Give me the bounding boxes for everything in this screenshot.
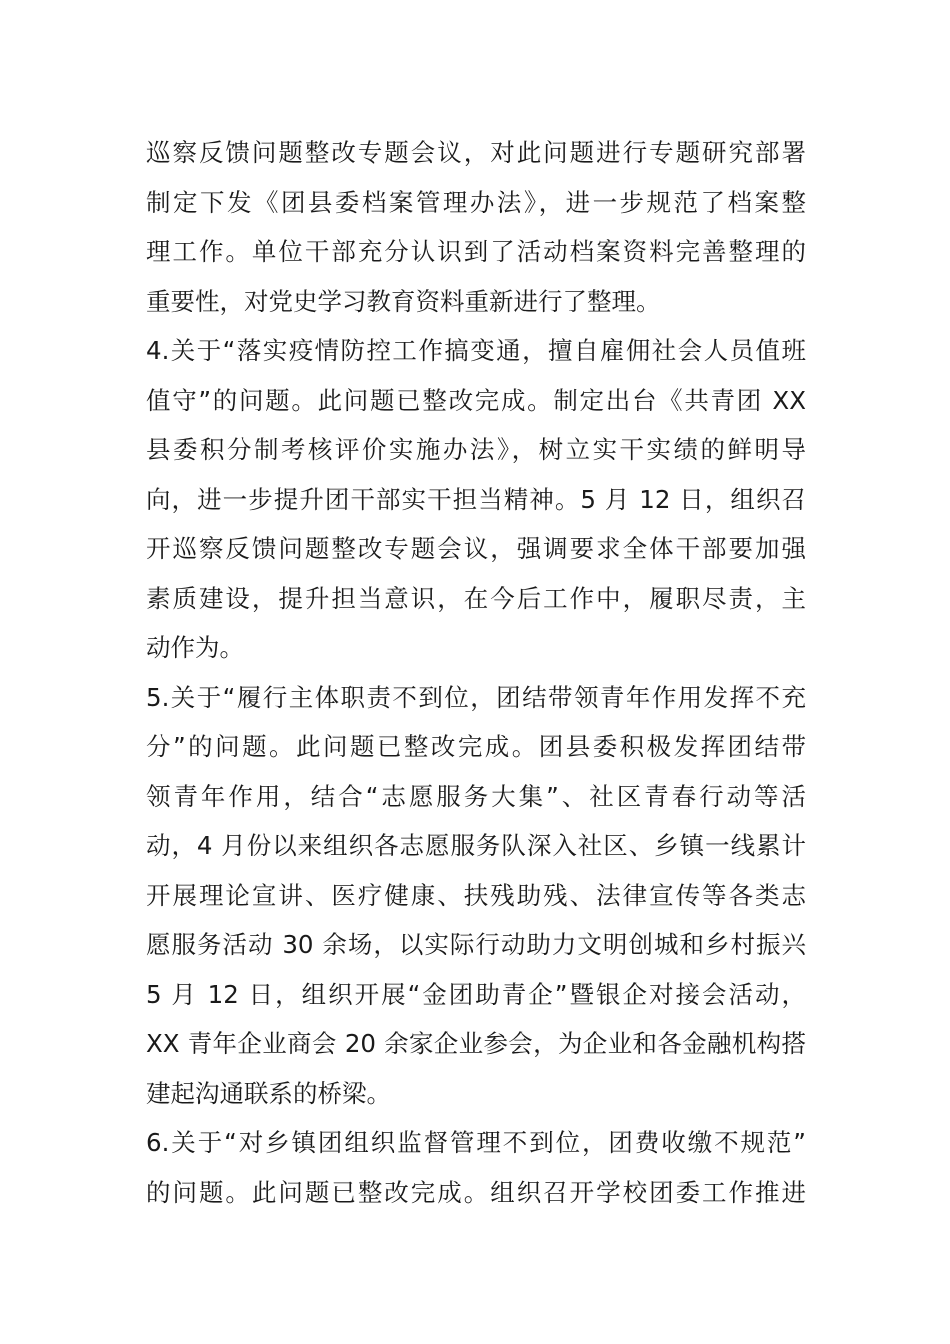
text-line: 重要性，对党史学习教育资料重新进行了整理。: [146, 286, 661, 316]
text-line: 分”的问题。此问题已整改完成。团县委积极发挥团结带: [146, 732, 806, 761]
text-line: 5 月 12 日，组织开展“金团助青企”暨银企对接会活动，: [146, 979, 806, 1009]
text-line: 动，4 月份以来组织各志愿服务队深入社区、乡镇一线累计: [146, 831, 806, 860]
text-line: 县委积分制考核评价实施办法》，树立实干实绩的鲜明导: [146, 435, 806, 464]
text-line: 4.关于“落实疫情防控工作搞变通，擅自雇佣社会人员值班: [146, 336, 806, 365]
text-line: 理工作。单位干部充分认识到了活动档案资料完善整理的: [146, 237, 806, 266]
text-line: 动作为。: [146, 633, 244, 662]
text-line: 开展理论宣讲、医疗健康、扶残助残、法律宣传等各类志: [146, 880, 806, 910]
document-body: [146, 128, 806, 1217]
text-line: 素质建设，提升担当意识，在今后工作中，履职尽责，主: [146, 583, 806, 613]
text-line: 开巡察反馈问题整改专题会议，强调要求全体干部要加强: [146, 534, 806, 563]
text-line: 值守”的问题。此问题已整改完成。制定出台《共青团 XX: [146, 385, 806, 415]
text-line: 巡察反馈问题整改专题会议，对此问题进行专题研究部署: [146, 138, 806, 167]
text-line: 领青年作用，结合“志愿服务大集”、社区青春行动等活: [146, 781, 806, 811]
text-line: 6.关于“对乡镇团组织监督管理不到位，团费收缴不规范”: [146, 1128, 806, 1157]
text-line: 5.关于“履行主体职责不到位，团结带领青年作用发挥不充: [146, 682, 806, 712]
text-line: 建起沟通联系的桥梁。: [146, 1078, 391, 1108]
text-line: 向，进一步提升团干部实干担当精神。5 月 12 日，组织召: [146, 484, 806, 514]
text-line: 愿服务活动 30 余场，以实际行动助力文明创城和乡村振兴: [146, 930, 806, 959]
text-line: 制定下发《团县委档案管理办法》，进一步规范了档案整: [146, 187, 806, 217]
text-line: 的问题。此问题已整改完成。组织召开学校团委工作推进: [146, 1177, 806, 1207]
text-line: XX 青年企业商会 20 余家企业参会，为企业和各金融机构搭: [146, 1029, 806, 1058]
